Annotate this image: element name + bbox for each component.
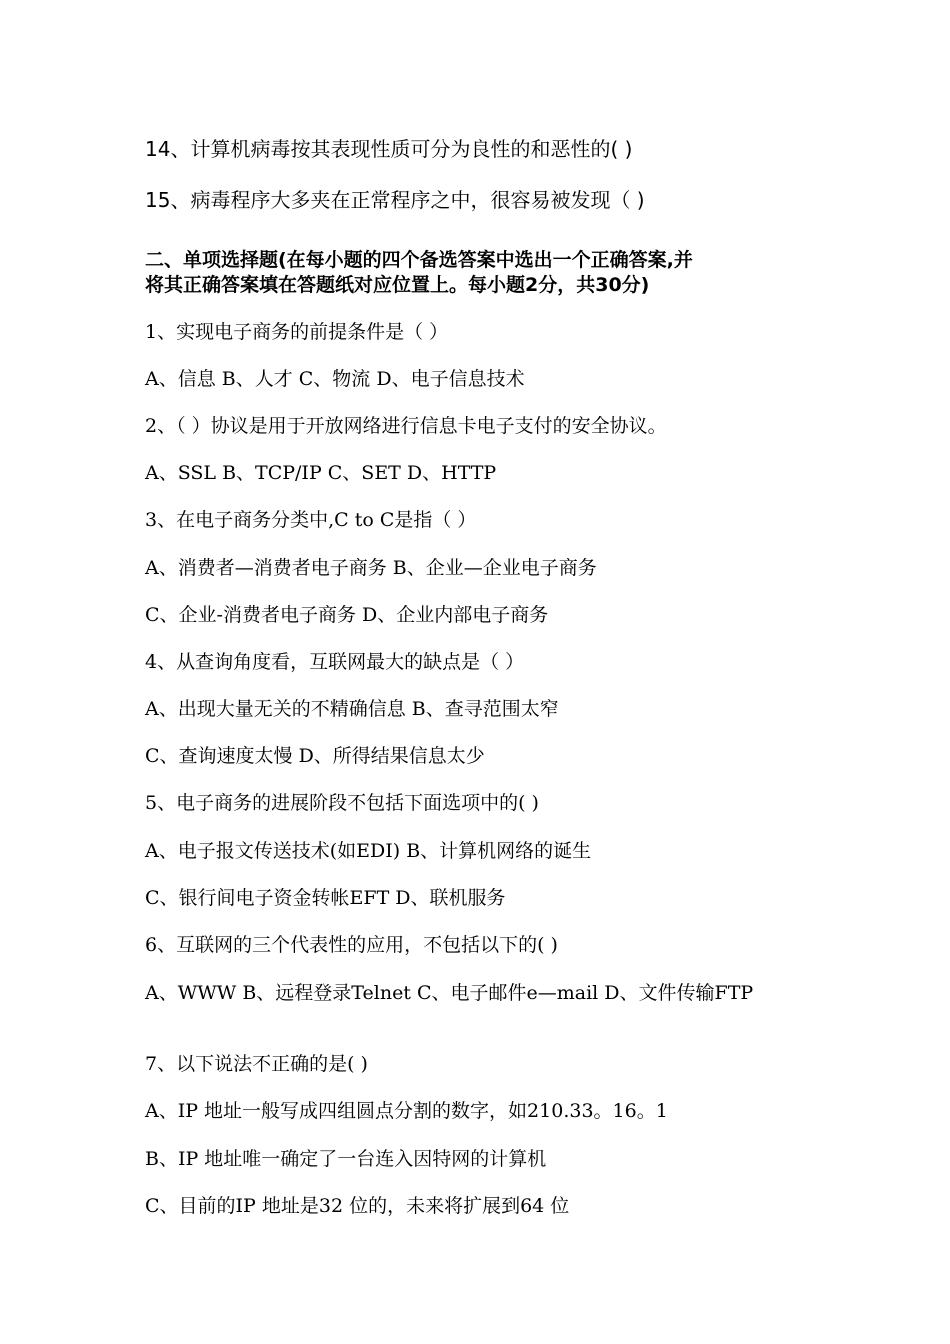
section-heading [145,248,815,298]
question-6-options: A、WWW B、远程登录Telnet C、电子邮件e—mail D、文件传输FTP [145,982,754,1004]
question-4-stem: 4、从查询角度看，互联网最大的缺点是（ ） [145,651,525,673]
question-2-options: A、SSL B、TCP/IP C、SET D、HTTP [145,462,497,484]
question-5-options-ab: A、电子报文传送技术(如EDI) B、计算机网络的诞生 [145,840,592,862]
question-7-option-a: A、IP 地址一般写成四组圆点分割的数字，如210.33。16。1 [145,1100,668,1122]
question-6-stem: 6、互联网的三个代表性的应用，不包括以下的( ) [145,934,558,956]
question-5-options-cd: C、银行间电子资金转帐EFT D、联机服务 [145,887,506,909]
question-3-stem: 3、在电子商务分类中,C to C是指（ ） [145,509,477,531]
question-1-options: A、信息 B、人才 C、物流 D、电子信息技术 [145,368,525,390]
question-5-stem: 5、电子商务的进展阶段不包括下面选项中的( ) [145,792,539,814]
question-1-stem: 1、实现电子商务的前提条件是（ ） [145,321,449,343]
question-3-options-cd: C、企业-消费者电子商务 D、企业内部电子商务 [145,604,549,626]
question-2-stem: 2、（ ）协议是用于开放网络进行信息卡电子支付的安全协议。 [145,415,667,437]
question-4-options-ab: A、出现大量无关的不精确信息 B、查寻范围太窄 [145,698,559,720]
question-4-options-cd: C、查询速度太慢 D、所得结果信息太少 [145,745,485,767]
question-7-stem: 7、以下说法不正确的是( ) [145,1053,368,1075]
question-15: 15、病毒程序大多夹在正常程序之中，很容易被发现（ ) [145,188,645,212]
question-7-option-b: B、IP 地址唯一确定了一台连入因特网的计算机 [145,1148,547,1170]
question-14: 14、计算机病毒按其表现性质可分为良性的和恶性的( ) [145,137,633,161]
question-3-options-ab: A、消费者—消费者电子商务 B、企业—企业电子商务 [145,557,597,579]
section-heading-line-1: 二、单项选择题(在每小题的四个备选答案中选出一个正确答案,并 [145,249,693,271]
section-heading-line-2: 将其正确答案填在答题纸对应位置上。每小题2分，共30分) [145,274,650,296]
question-7-option-c: C、目前的IP 地址是32 位的，未来将扩展到64 位 [145,1195,570,1217]
